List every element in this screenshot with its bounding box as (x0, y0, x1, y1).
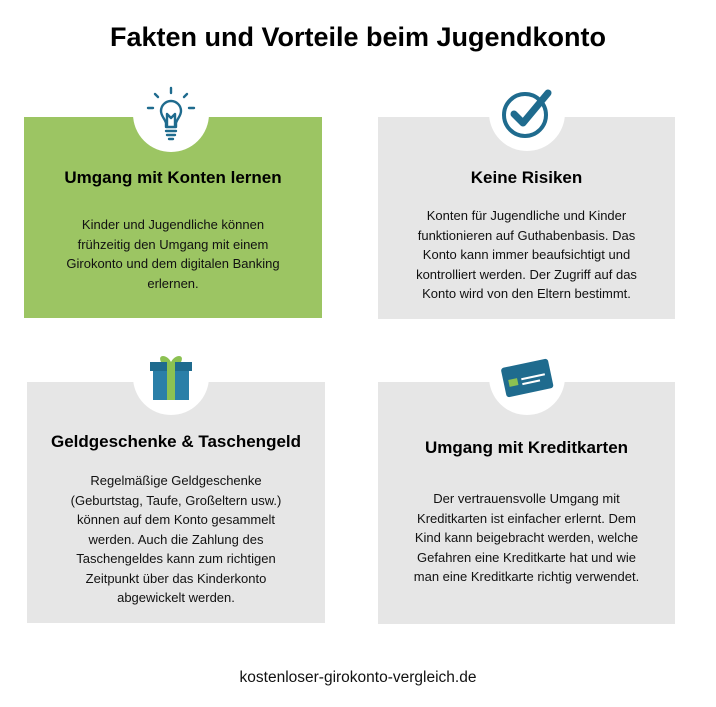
card-text: Regelmäßige Geldgeschenke (Geburtstag, Taufe, Großeltern usw.) können auf dem Konto gesammelt werden. Auch die Zahlung des Taschengeldes kann zum richtigen Zeitpunkt über das Kinderkonto abgewickelt werden. (70, 473, 282, 605)
page-title: Fakten und Vorteile beim Jugendkonto (109, 22, 607, 52)
card-heading: Keine Risiken (470, 168, 583, 187)
gift-icon (148, 352, 194, 402)
checkmark-icon-circle (489, 75, 565, 151)
card-text: Konten für Jugendliche und Kinder funktionieren auf Guthabenbasis. Das Konto kann immer beaufsichtigt und kontrolliert werden. Der Zugriff auf das Konto wird von den Eltern bestimmt. (416, 208, 637, 301)
card-heading: Umgang mit Kreditkarten (424, 438, 629, 457)
lightbulb-icon-circle (133, 76, 209, 152)
lightbulb-icon (145, 86, 197, 142)
card-text: Der vertrauensvolle Umgang mit Kreditkarten ist einfacher erlernt. Dem Kind kann beigebracht werden, welche Gefahren eine Kreditkarte hat und wie man eine Kreditkarte richtig verwendet. (413, 491, 640, 584)
card-text: Kinder und Jugendliche können frühzeitig den Umgang mit einem Girokonto und dem digitalen Banking erlernen. (66, 217, 280, 291)
card-kreditkarten (378, 382, 675, 624)
card-heading: Umgang mit Konten lernen (64, 168, 282, 187)
credit-card-icon-circle (489, 339, 565, 415)
footer-url: kostenloser-girokonto-vergleich.de (239, 669, 477, 686)
card-heading: Geldgeschenke & Taschengeld (50, 432, 302, 451)
credit-card-icon (499, 355, 555, 399)
card-geldgeschenke (27, 382, 325, 623)
gift-icon-circle (133, 339, 209, 415)
checkmark-icon (499, 85, 555, 141)
